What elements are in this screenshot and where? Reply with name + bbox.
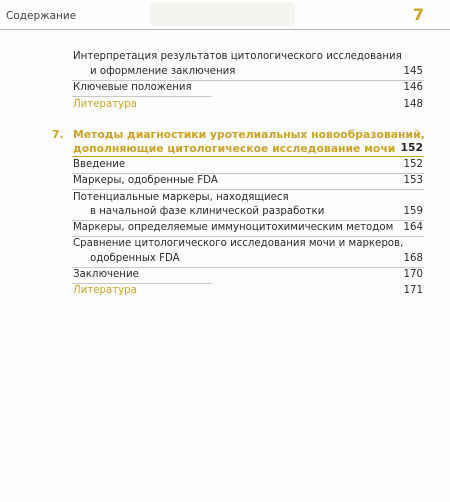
toc-divider	[72, 220, 424, 221]
toc-item-page: 152	[403, 159, 423, 170]
toc-divider	[72, 267, 424, 268]
toc-item-title-line: Интерпретация результатов цитологического исследования	[73, 51, 402, 62]
toc-divider	[72, 96, 212, 97]
chapter-divider	[72, 156, 424, 157]
toc-item-title-line: в начальной фазе клинической разработки	[90, 206, 325, 217]
toc-item-page: 148	[403, 99, 423, 110]
toc-divider	[72, 236, 424, 237]
toc-item-title-line: Заключение	[73, 269, 139, 280]
faint-header-watermark	[150, 2, 295, 26]
toc-item-title-line: Потенциальные маркеры, находящиеся	[73, 192, 289, 203]
toc-divider	[72, 189, 424, 190]
toc-divider	[72, 283, 212, 284]
toc-divider	[72, 173, 424, 174]
chapter-title-line: дополняющие цитологическое исследование мочи	[73, 142, 396, 155]
toc-item-page: 159	[403, 206, 423, 217]
running-header-section: Содержание	[6, 10, 77, 22]
toc-item-page: 145	[403, 66, 423, 77]
toc-item-title-line: одобренных FDA	[90, 253, 180, 264]
toc-item-literature: Литература	[73, 99, 137, 110]
chapter-number: 7.	[52, 128, 64, 141]
toc-item-literature: Литература	[73, 285, 137, 296]
toc-item-page: 164	[403, 222, 423, 233]
toc-item-page: 171	[403, 285, 423, 296]
toc-item-title-line: Маркеры, одобренные FDA	[73, 175, 218, 186]
toc-item-title-line: Ключевые положения	[73, 82, 192, 93]
toc-item-title-line: Введение	[73, 159, 126, 170]
toc-item-page: 153	[403, 175, 423, 186]
chapter-title-line: Методы диагностики уротелиальных новообразований,	[73, 128, 425, 141]
toc-item-title-line: и оформление заключения	[90, 66, 236, 77]
toc-item-page: 168	[403, 253, 423, 264]
toc-divider	[72, 80, 424, 81]
header-divider	[0, 29, 450, 30]
chapter-page: 152	[400, 141, 423, 154]
toc-item-page: 170	[403, 269, 423, 280]
toc-item-page: 146	[403, 82, 423, 93]
running-header-page-number: 7	[412, 5, 424, 24]
toc-item-title-line: Маркеры, определяемые иммуноцитохимическим методом	[73, 222, 394, 233]
toc-item-title-line: Сравнение цитологического исследования мочи и маркеров,	[73, 238, 404, 249]
